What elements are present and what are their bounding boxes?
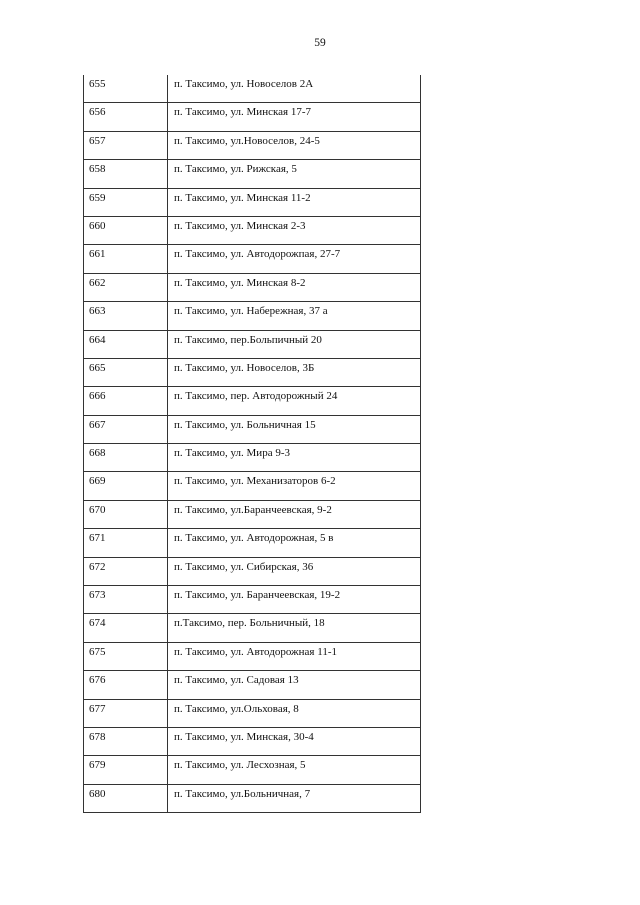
table-row	[84, 132, 420, 160]
address-cell: п. Таксимо, пер.Больпичный 20	[174, 333, 322, 346]
table-row	[84, 387, 420, 415]
table-row	[84, 785, 420, 813]
address-cell: п. Таксимо, ул. Механизаторов 6-2	[174, 475, 336, 488]
row-number-cell: 666	[84, 387, 168, 414]
address-cell: п. Таксимо, ул.Новоселов, 24-5	[174, 134, 320, 147]
table-row	[84, 472, 420, 500]
row-number-cell: 673	[84, 586, 168, 613]
table-row	[84, 217, 420, 245]
row-number-cell: 662	[84, 274, 168, 301]
row-number-cell: 661	[84, 245, 168, 272]
table-row	[84, 756, 420, 784]
address-cell: п. Таксимо, ул. Новоселов 2А	[174, 78, 314, 90]
table-row	[84, 444, 420, 472]
table-row	[84, 331, 420, 359]
table-row	[84, 586, 420, 614]
row-number-cell: 665	[84, 359, 168, 386]
address-cell: п. Таксимо, ул.Баранчеевская, 9-2	[174, 503, 332, 516]
row-number-cell: 674	[84, 614, 168, 641]
table-row	[84, 558, 420, 586]
row-number-cell: 658	[84, 160, 168, 187]
address-cell: п.Таксимо, пер. Больничный, 18	[174, 617, 325, 630]
row-number-cell: 660	[84, 217, 168, 244]
address-cell: п. Таксимо, ул. Больничная 15	[174, 418, 316, 431]
row-number-cell: 676	[84, 671, 168, 698]
table-row	[84, 75, 420, 103]
table-row	[84, 614, 420, 642]
row-number-cell: 655	[84, 75, 168, 102]
row-number-cell: 668	[84, 444, 168, 471]
address-cell: п. Таксимо, ул. Минская 11-2	[174, 191, 311, 204]
row-number-cell: 656	[84, 103, 168, 130]
address-cell: п. Таксимо, ул. Лесхозная, 5	[174, 759, 306, 772]
row-number-cell: 677	[84, 700, 168, 727]
row-number-cell: 680	[84, 785, 168, 812]
address-cell: п. Таксимо, ул. Мира 9-3	[174, 447, 290, 460]
table-row	[84, 160, 420, 188]
table-row	[84, 245, 420, 273]
address-cell: п. Таксимо, ул. Автодорожная, 5 в	[174, 532, 334, 545]
row-number-cell: 657	[84, 132, 168, 159]
row-number-cell: 659	[84, 189, 168, 216]
address-cell: п. Таксимо, ул.Ольховая, 8	[174, 702, 299, 715]
address-cell: п. Таксимо, ул. Садовая 13	[174, 674, 299, 687]
row-number-cell: 672	[84, 558, 168, 585]
table-row	[84, 643, 420, 671]
address-cell: п. Таксимо, пер. Автодорожный 24	[174, 390, 338, 403]
address-cell: п. Таксимо, ул. Баранчеевская, 19-2	[174, 589, 341, 602]
address-cell: п. Таксимо, ул. Новоселов, 3Б	[174, 361, 315, 374]
table-row	[84, 274, 420, 302]
page-number: 59	[314, 37, 326, 49]
row-number-cell: 679	[84, 756, 168, 783]
row-number-cell: 663	[84, 302, 168, 329]
row-number-cell: 675	[84, 643, 168, 670]
row-number-cell: 669	[84, 472, 168, 499]
table-row	[84, 671, 420, 699]
address-cell: п. Таксимо, ул. Минская 17-7	[174, 106, 311, 119]
address-cell: п. Таксимо, ул.Больничная, 7	[174, 787, 311, 800]
row-number-cell: 671	[84, 529, 168, 556]
table-row	[84, 529, 420, 557]
table-row	[84, 501, 420, 529]
table-row	[84, 359, 420, 387]
table-row	[84, 302, 420, 330]
table-row	[84, 416, 420, 444]
table-row	[84, 103, 420, 131]
address-cell: п. Таксимо, ул. Минская 2-3	[174, 219, 306, 232]
row-number-cell: 664	[84, 331, 168, 358]
row-number-cell: 667	[84, 416, 168, 443]
table-row	[84, 700, 420, 728]
table-row	[84, 189, 420, 217]
address-cell: п. Таксимо, ул. Автодорожпая, 27-7	[174, 248, 341, 261]
address-cell: п. Таксимо, ул. Минская, 30-4	[174, 730, 314, 743]
address-cell: п. Таксимо, ул. Рижская, 5	[174, 163, 297, 176]
address-table	[83, 75, 421, 813]
row-number-cell: 678	[84, 728, 168, 755]
table-row	[84, 728, 420, 756]
address-cell: п. Таксимо, ул. Минская 8-2	[174, 276, 306, 289]
row-number-cell: 670	[84, 501, 168, 528]
address-cell: п. Таксимо, ул. Сибирская, 36	[174, 560, 314, 573]
address-cell: п. Таксимо, ул. Набережная, 37 а	[174, 305, 328, 318]
address-cell: п. Таксимо, ул. Автодорожная 11-1	[174, 645, 337, 658]
